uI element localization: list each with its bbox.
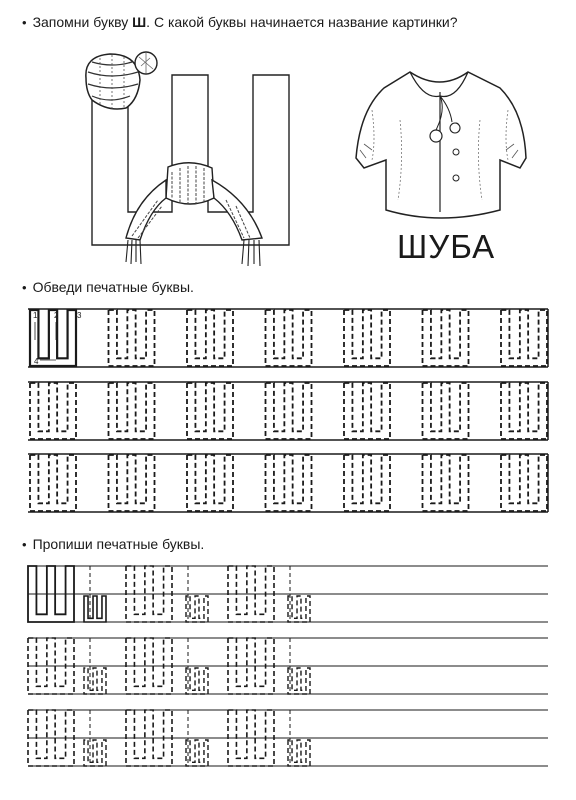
write-small-letter-sha [186, 668, 208, 694]
writing-row [28, 638, 548, 694]
letter-sha-outline [187, 310, 233, 366]
letter-sha-outline [501, 383, 547, 439]
trace-letter-sha [30, 383, 76, 439]
instruction-1-text: Запомни букву [32, 14, 133, 30]
letter-sha-outline [109, 383, 155, 439]
write-small-letter-sha [84, 668, 106, 694]
write-small-letter-sha [186, 740, 208, 766]
trace-letter-sha [266, 383, 312, 439]
trace-letter-sha [344, 383, 390, 439]
letter-sha-outline [30, 383, 76, 439]
letter-sha-outline [186, 668, 208, 694]
stroke-order-number: 2 [54, 311, 59, 320]
letter-sha-outline [30, 455, 76, 511]
trace-letter-sha [109, 310, 155, 366]
letter-sha-outline [266, 455, 312, 511]
letter-sha-outline [109, 455, 155, 511]
letter-sha-outline [344, 383, 390, 439]
instruction-2-text: Обведи печатные буквы. [32, 279, 194, 295]
letter-sha-outline [109, 310, 155, 366]
trace-row [28, 382, 548, 440]
trace-letter-sha [109, 383, 155, 439]
letter-sha-outline [501, 455, 547, 511]
letter-sha-outline [84, 740, 106, 766]
trace-row [28, 309, 548, 367]
write-small-letter-sha [186, 596, 208, 622]
stroke-order-number: 4 [34, 357, 39, 366]
trace-letter-sha [187, 310, 233, 366]
write-small-letter-sha [288, 596, 310, 622]
trace-letter-sha [187, 455, 233, 511]
letter-sha-outline [501, 310, 547, 366]
letter-sha-outline [186, 596, 208, 622]
writing-row [28, 710, 548, 766]
letter-sha-outline [266, 310, 312, 366]
instruction-3-text: Пропиши печатные буквы. [32, 536, 205, 552]
letter-sha-outline [288, 596, 310, 622]
write-small-letter-sha [288, 740, 310, 766]
fur-coat-icon [356, 72, 526, 218]
instruction-3 [22, 536, 204, 552]
letter-sha-outline [186, 740, 208, 766]
trace-letter-sha [423, 455, 469, 511]
letter-sha-outline [423, 310, 469, 366]
letter-sha-outline [84, 668, 106, 694]
write-area [28, 566, 548, 766]
stroke-order-number: 3 [77, 311, 82, 320]
trace-letter-sha [187, 383, 233, 439]
trace-letter-sha [266, 455, 312, 511]
knitted-hat-icon [86, 52, 157, 110]
trace-area [28, 309, 548, 512]
sample-small-letter-sha [84, 596, 106, 622]
trace-letter-sha [423, 383, 469, 439]
letter-sha-outline [187, 455, 233, 511]
letter-sha-outline [423, 455, 469, 511]
bullet: • [22, 15, 27, 30]
letter-sha-outline [288, 668, 310, 694]
instruction-2 [22, 279, 194, 295]
trace-letter-sha [501, 310, 547, 366]
letter-sha-outline [344, 310, 390, 366]
letter-sha-outline [266, 383, 312, 439]
letter-sha-outline [423, 383, 469, 439]
trace-letter-sha [423, 310, 469, 366]
trace-letter-sha [501, 455, 547, 511]
trace-letter-sha [109, 455, 155, 511]
letter-sha: Ш [132, 14, 147, 30]
bullet: • [22, 280, 27, 295]
trace-letter-sha [344, 310, 390, 366]
trace-letter-sha [30, 455, 76, 511]
bullet: • [22, 537, 27, 552]
stroke-order-number: 1 [33, 311, 38, 320]
picture-caption: ШУБА [397, 228, 496, 265]
write-small-letter-sha [84, 740, 106, 766]
letter-sha-outline [187, 383, 233, 439]
instruction-1-text-end: . С какой буквы начинается название картинки? [146, 14, 458, 30]
writing-row [28, 566, 548, 622]
letter-sha-outline [344, 455, 390, 511]
trace-row [28, 454, 548, 512]
trace-letter-sha [344, 455, 390, 511]
trace-letter-sha [501, 383, 547, 439]
letter-sha-outline [288, 740, 310, 766]
trace-letter-sha [266, 310, 312, 366]
write-small-letter-sha [288, 668, 310, 694]
letter-sha-outline [84, 596, 106, 622]
